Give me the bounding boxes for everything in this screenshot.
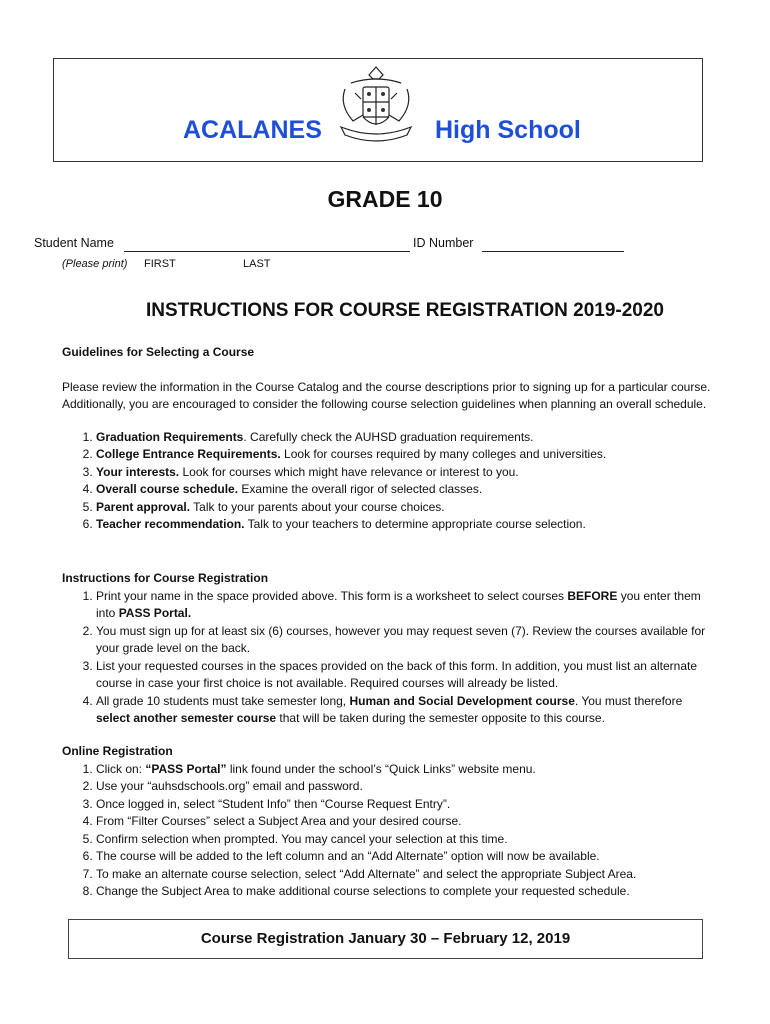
last-name-caption: LAST (243, 258, 271, 270)
online-list (62, 761, 722, 901)
student-name-label: Student Name (34, 236, 114, 250)
list-item: 4. From “Filter Courses” select a Subject Area and your desired course. (96, 813, 722, 831)
list-item: 5. Confirm selection when prompted. You may cancel your selection at this time. (96, 831, 722, 849)
list-item: 1. Graduation Requirements. Carefully check the AUHSD graduation requirements. (96, 429, 722, 447)
list-item: 3. Your interests. Look for courses which might have relevance or interest to you. (96, 464, 722, 482)
first-name-caption: FIRST (144, 258, 176, 270)
school-name-right: High School (435, 116, 581, 144)
list-item: 1. Click on: “PASS Portal” link found under the school’s “Quick Links” website menu. (96, 761, 722, 779)
list-item: 2. Use your “auhsdschools.org” email and password. (96, 778, 722, 796)
list-item: 5. Parent approval. Talk to your parents about your course choices. (96, 499, 722, 517)
list-item: 2. College Entrance Requirements. Look for courses required by many colleges and universities. (96, 446, 722, 464)
list-item: 1. Print your name in the space provided above. This form is a worksheet to select courses BEFORE you enter them into PASS Portal. (96, 588, 707, 623)
list-item: 4. All grade 10 students must take semester long, Human and Social Development course. You must therefore select another semester course that will be taken during the semester opposite to this course. (96, 693, 707, 728)
online-registration-section (62, 743, 722, 901)
guidelines-section (62, 344, 722, 534)
registration-dates: Course Registration January 30 – February 12, 2019 (200, 930, 571, 947)
please-print-note: (Please print) (62, 258, 128, 270)
list-item: 6. Teacher recommendation. Talk to your teachers to determine appropriate course selection. (96, 516, 722, 534)
student-name-field[interactable] (124, 236, 410, 252)
list-item: 8. Change the Subject Area to make additional course selections to complete your requested schedule. (96, 883, 722, 901)
instructions-title: INSTRUCTIONS FOR COURSE REGISTRATION 2019-2020 (145, 300, 665, 321)
guidelines-heading: Guidelines for Selecting a Course (62, 345, 255, 359)
school-crest-logo (333, 65, 419, 147)
list-item: 4. Overall course schedule. Examine the overall rigor of selected classes. (96, 481, 722, 499)
id-number-label: ID Number (413, 236, 474, 250)
list-item: 3. Once logged in, select “Student Info” then “Course Request Entry”. (96, 796, 722, 814)
guidelines-list (62, 429, 722, 534)
registration-heading: Instructions for Course Registration (62, 571, 269, 585)
grade-title: GRADE 10 (327, 186, 443, 212)
registration-list (62, 588, 707, 728)
guidelines-intro: Please review the information in the Course Catalog and the course descriptions prior to signing up for a particular course. Additionally, you are encouraged to consider the following course selection guidelines when planning an overall schedule. (62, 379, 711, 411)
list-item: 7. To make an alternate course selection, select “Add Alternate” and select the appropriate Subject Area. (96, 866, 722, 884)
id-number-field[interactable] (482, 236, 624, 252)
school-name-left: ACALANES (183, 116, 322, 144)
online-heading: Online Registration (62, 744, 173, 758)
list-item: 6. The course will be added to the left column and an “Add Alternate” option will now be available. (96, 848, 722, 866)
registration-section (62, 570, 707, 728)
list-item: 2. You must sign up for at least six (6) courses, however you may request seven (7). Review the courses available for your grade level on the back. (96, 623, 707, 658)
list-item: 3. List your requested courses in the spaces provided on the back of this form. In addition, you must list an alternate course in case your first choice is not available. Required courses will already be listed. (96, 658, 707, 693)
